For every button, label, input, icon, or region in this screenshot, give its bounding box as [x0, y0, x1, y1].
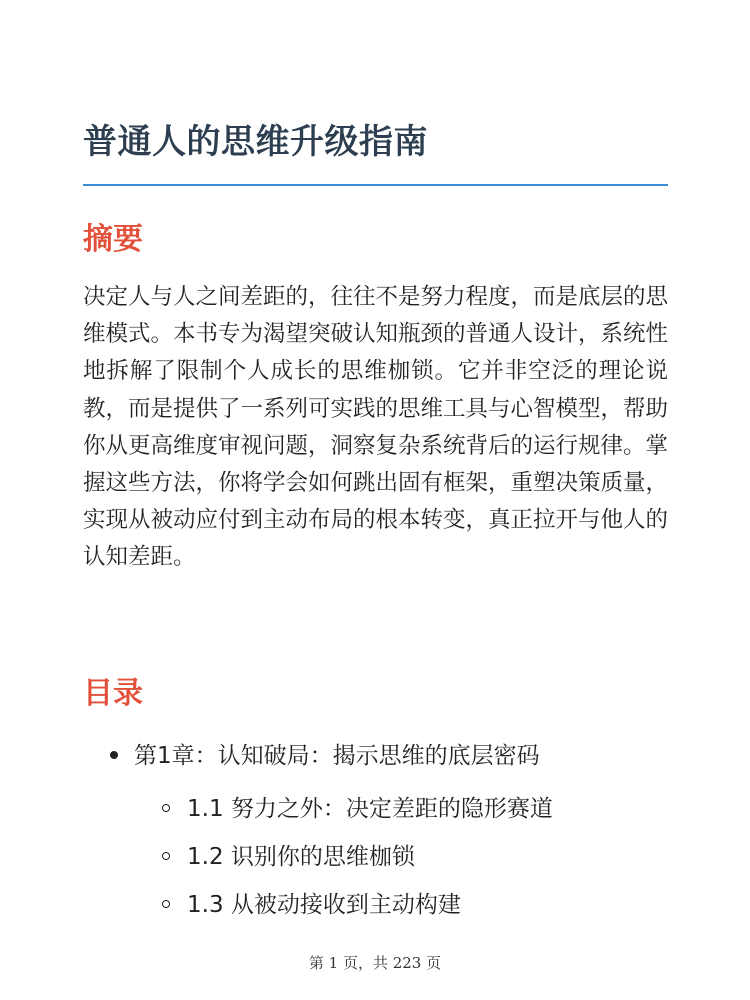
toc-list [110, 736, 670, 776]
toc-chapter-item [110, 736, 670, 776]
bullet-disc-icon [110, 751, 118, 759]
abstract-paragraph: 决定人与人之间差距的，往往不是努力程度，而是底层的思维模式。本书专为渴望突破认知瓶颈的普通人设计，系统性地拆解了限制个人成长的思维枷锁。它并非空泛的理论说教，而是提供了一系列可实践的思维工具与心智模型，帮助你从更高维度审视问题，洞察复杂系统背后的运行规律。掌握这些方法，你将学会如何跳出固有框架，重塑决策质量，实现从被动应付到主动布局的根本转变，真正拉开与他人的认知差距。 [83, 284, 669, 571]
toc-section-label: 1.2 识别你的思维枷锁 [187, 844, 415, 870]
toc-section-item [162, 890, 682, 938]
page-number-footer: 第 1 页，共 223 页 [308, 954, 442, 972]
toc-section-list [162, 794, 682, 938]
toc-section-label: 1.3 从被动接收到主动构建 [187, 892, 461, 918]
title-divider [83, 184, 668, 186]
abstract-heading: 摘要 [83, 222, 143, 257]
toc-section-label: 1.1 努力之外：决定差距的隐形赛道 [187, 796, 553, 822]
toc-chapter-label: 第1章：认知破局：揭示思维的底层密码 [134, 743, 540, 769]
bullet-circle-icon [162, 900, 170, 908]
toc-section-item [162, 842, 682, 890]
toc-heading: 目录 [83, 676, 143, 711]
bullet-circle-icon [162, 804, 170, 812]
bullet-circle-icon [162, 852, 170, 860]
toc-section-item [162, 794, 682, 842]
page-title: 普通人的思维升级指南 [83, 122, 428, 162]
